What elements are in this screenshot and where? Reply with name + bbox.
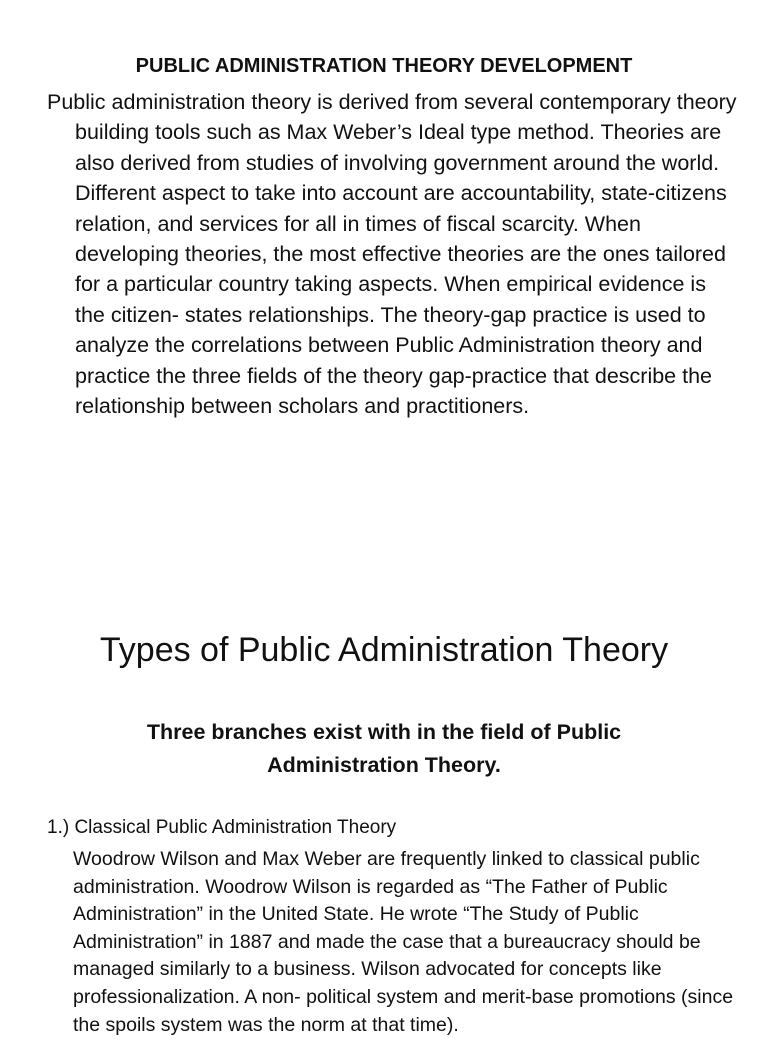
section-body-classical: Woodrow Wilson and Max Weber are frequently linked to classical public administration. Woodrow Wilson is regarded as “The Father of Public Administration” in the United State. He wrote “The Study of Public Administration” in 1887 and made the case that a bureaucracy should be managed similarly to a business. Wilson advocated for concepts like professionalization. A non- political system and merit-base promotions (since the spoils system was the norm at that time). [73,848,734,1036]
slide-body-paragraph: Public administration theory is derived from several contemporary theory building tools such as Max Weber’s Ideal type method. Theories are also derived from studies of involving government around the world. Different aspect to take into account are accountability, state-citizens relation, and services for all in times of fiscal scarcity. When developing theories, the most effective theories are the ones tailored for a particular country taking aspects. When empirical evidence is the citizen- states relationships. The theory-gap practice is used to analyze the correlations between Public Administration theory and practice the three fields of the theory gap-practice that describe the relationship between scholars and practitioners. [47,90,737,419]
slide-title: PUBLIC ADMINISTRATION THEORY DEVELOPMENT [135,55,633,77]
slide-heading: Types of Public Administration Theory [99,631,669,669]
section-heading-classical: 1.) Classical Public Administration Theory [47,817,397,838]
slide-subtitle: Three branches exist with in the field of Public Administration Theory. [146,720,622,777]
